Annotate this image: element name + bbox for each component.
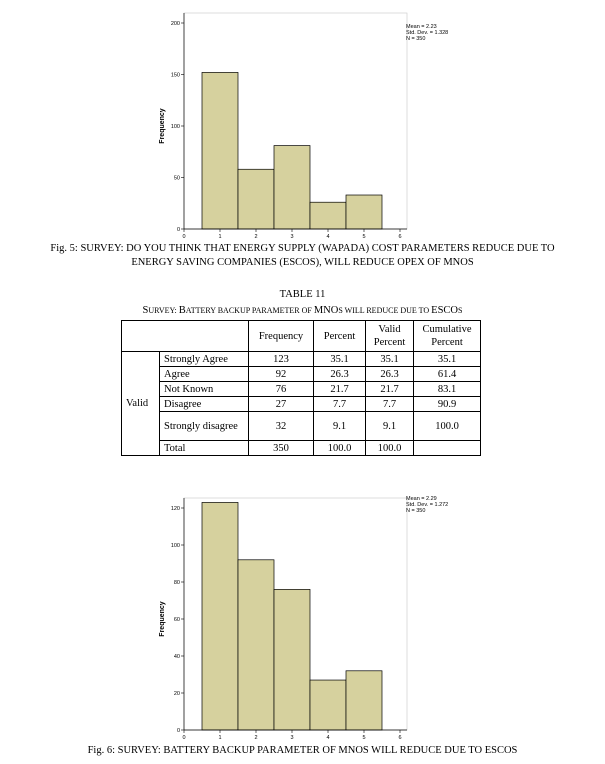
cell-percent: 7.7 [314, 397, 366, 412]
cell-percent: 26.3 [314, 367, 366, 382]
fig6-y-tick-label: 80 [173, 580, 180, 586]
figure5-n: N = 350 [406, 36, 426, 42]
figure6-std: Std. Dev. = 1.272 [406, 502, 449, 508]
header-frequency: Frequency [249, 321, 314, 352]
fig6-y-tick-label: 0 [176, 728, 180, 734]
row-label: Disagree [160, 397, 249, 412]
fig6-y-tick-label: 40 [173, 654, 180, 660]
figure5-std: Std. Dev. = 1.328 [406, 30, 449, 36]
figure5-caption [0, 242, 605, 270]
figure5-histogram [155, 14, 405, 241]
table-subtitle-part: B [178, 305, 186, 316]
fig6-x-tick-label: 0 [182, 735, 186, 741]
cell-frequency: 76 [249, 382, 314, 397]
fig6-x-tick-label: 3 [290, 735, 294, 741]
table-subtitle-part: ATTERY BACKUP PARAMETER OF [185, 306, 314, 315]
fig6-bar [310, 680, 346, 730]
cell-cumulative: 100.0 [414, 412, 481, 441]
fig5-x-tick-label: 5 [362, 234, 366, 240]
cell-valid-percent: 21.7 [366, 382, 414, 397]
table-row [122, 367, 481, 382]
cell-cumulative: 35.1 [414, 352, 481, 367]
figure6-histogram-svg [155, 490, 405, 740]
table-row-total [122, 441, 481, 456]
figure5-histogram-svg [155, 14, 405, 240]
table-subtitle-part: ESCO [431, 305, 458, 316]
cell-valid-percent: 26.3 [366, 367, 414, 382]
fig6-bar [346, 671, 382, 730]
fig5-y-axis-label: Frequency [159, 108, 166, 144]
row-label: Total [160, 441, 249, 456]
figure6-histogram [155, 490, 405, 745]
figure6-caption: Fig. 6: SURVEY: BATTERY BACKUP PARAMETER OF MNOS WILL REDUCE DUE TO ESCOS [87, 745, 518, 756]
fig5-x-tick-label: 2 [254, 234, 258, 240]
table-subtitle-part: MNO [313, 305, 339, 316]
cell-frequency: 350 [249, 441, 314, 456]
fig6-y-tick-label: 60 [173, 617, 180, 623]
frequency-table [121, 320, 481, 456]
cell-valid-percent: 9.1 [366, 412, 414, 441]
fig5-x-tick-label: 6 [398, 234, 402, 240]
table-row [122, 412, 481, 441]
fig5-y-tick-label: 150 [170, 72, 180, 79]
fig5-bar [274, 146, 310, 229]
cell-valid-percent: 7.7 [366, 397, 414, 412]
table-header-row [122, 321, 481, 352]
cell-percent: 35.1 [314, 352, 366, 367]
cell-percent: 21.7 [314, 382, 366, 397]
figure6-stats [406, 496, 448, 514]
fig5-bar [310, 202, 346, 229]
table-subtitle-part: URVEY: [148, 306, 179, 315]
fig6-y-tick-label: 100 [170, 543, 180, 549]
row-label: Strongly Agree [160, 352, 249, 367]
cell-frequency: 32 [249, 412, 314, 441]
fig5-y-tick-label: 50 [173, 175, 180, 182]
table-row [122, 382, 481, 397]
table-subtitle [0, 305, 605, 316]
cell-cumulative [414, 441, 481, 456]
table-row [122, 397, 481, 412]
header-cumulative-percent: Cumulative Percent [414, 321, 481, 352]
table-subtitle-part: S WILL REDUCE DUE TO [338, 306, 432, 315]
figure6-mean: Mean = 2.29 [406, 496, 437, 502]
fig6-x-tick-label: 4 [326, 735, 330, 741]
group-label-valid: Valid [122, 352, 160, 456]
fig5-y-tick-label: 200 [170, 21, 180, 27]
table-subtitle-part: S [458, 306, 463, 315]
fig5-x-tick-label: 0 [182, 234, 186, 240]
header-percent: Percent [314, 321, 366, 352]
fig6-x-tick-label: 2 [254, 735, 258, 741]
figure5-caption-line1: Fig. 5: SURVEY: DO YOU THINK THAT ENERGY SUPPLY (WAPADA) COST PARAMETERS REDUCE DUE TO [50, 243, 555, 254]
row-label: Not Known [160, 382, 249, 397]
fig6-y-tick-label: 120 [170, 506, 180, 512]
cell-cumulative: 83.1 [414, 382, 481, 397]
row-label: Strongly disagree [160, 412, 249, 441]
fig5-x-tick-label: 1 [218, 234, 222, 240]
fig6-y-tick-label: 20 [173, 691, 180, 697]
fig6-x-tick-label: 6 [398, 735, 402, 741]
fig6-x-tick-label: 5 [362, 735, 366, 741]
header-valid-percent: Valid Percent [366, 321, 414, 352]
cell-valid-percent: 100.0 [366, 441, 414, 456]
table-subtitle-part: S [142, 305, 149, 316]
table-header-blank [122, 321, 249, 352]
cell-cumulative: 61.4 [414, 367, 481, 382]
fig5-bar [202, 72, 238, 229]
fig6-y-axis-label: Frequency [159, 601, 166, 637]
row-label: Agree [160, 367, 249, 382]
fig5-x-tick-label: 3 [290, 234, 294, 240]
fig6-bar [274, 589, 310, 730]
fig6-x-tick-label: 1 [218, 735, 222, 741]
fig5-x-tick-label: 4 [326, 234, 330, 240]
cell-frequency: 123 [249, 352, 314, 367]
figure6-n: N = 350 [406, 508, 426, 514]
cell-valid-percent: 35.1 [366, 352, 414, 367]
cell-cumulative: 90.9 [414, 397, 481, 412]
fig6-bar [238, 560, 274, 730]
fig5-bar [346, 195, 382, 229]
cell-frequency: 27 [249, 397, 314, 412]
figure5-stats [406, 24, 448, 42]
fig5-bar [238, 169, 274, 229]
cell-percent: 9.1 [314, 412, 366, 441]
cell-percent: 100.0 [314, 441, 366, 456]
figure5-caption-line2: ENERGY SAVING COMPANIES (ESCOS), WILL REDUCE OPEX OF MNOS [131, 257, 474, 268]
table-title: TABLE 11 [279, 289, 326, 300]
table-row [122, 352, 481, 367]
fig6-bar [202, 502, 238, 730]
figure5-mean: Mean = 2.23 [406, 24, 437, 30]
fig5-y-tick-label: 100 [170, 124, 180, 130]
cell-frequency: 92 [249, 367, 314, 382]
fig5-y-tick-label: 0 [176, 227, 180, 233]
